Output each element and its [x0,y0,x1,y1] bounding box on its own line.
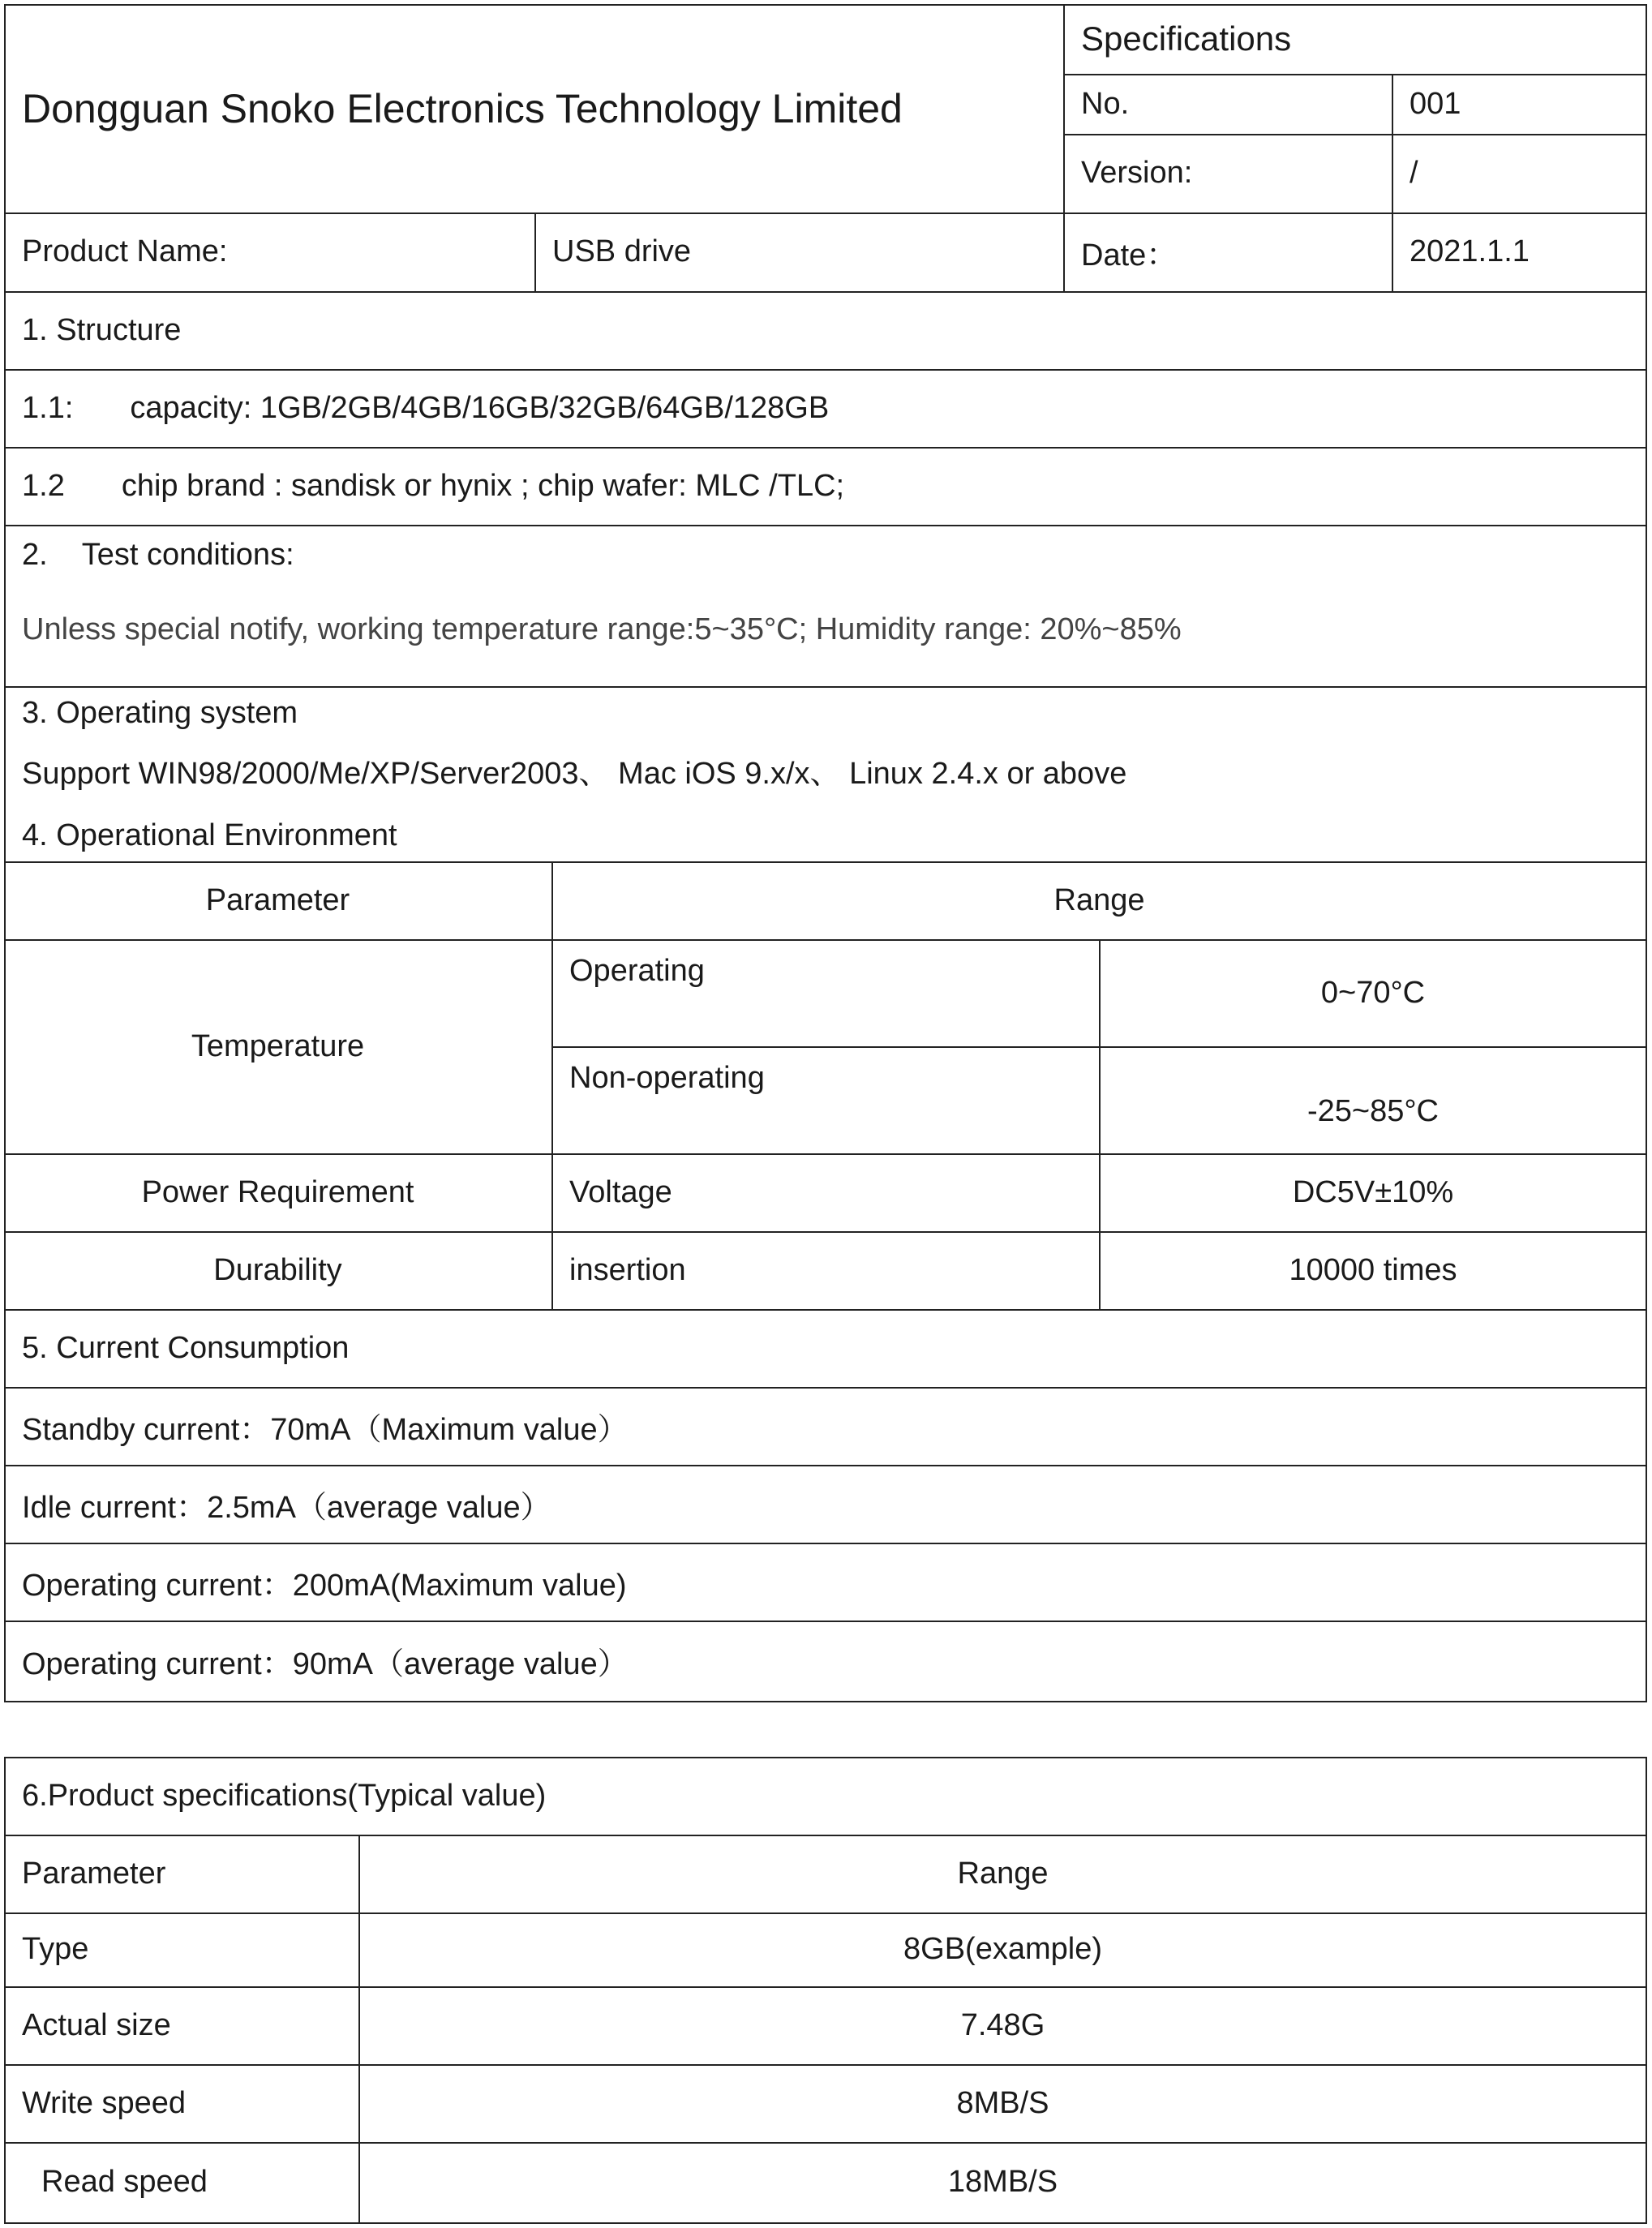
doc-number-value: 001 [1392,74,1647,135]
structure-item-2: 1.2 chip brand : sandisk or hynix ; chip wafer: MLC /TLC; [4,447,1647,526]
env-operating-value: 0~70°C [1099,939,1647,1048]
table-row-param: Actual size [4,1986,360,2066]
current-standby: Standby current：70mA（Maximum value） [4,1387,1647,1466]
doc-number-label: No. [1063,74,1393,135]
company-name: Dongguan Snoko Electronics Technology Limited [4,4,1065,214]
environment-title: 4. Operational Environment [4,809,1647,863]
env-voltage-value: DC5V±10% [1099,1153,1647,1233]
test-conditions-title: 2. Test conditions: [22,538,294,572]
current-idle: Idle current：2.5mA（average value） [4,1465,1647,1544]
env-power: Power Requirement [4,1153,553,1233]
operating-system-title: 3. Operating system [22,696,298,730]
product-name-label: Product Name: [4,212,536,293]
env-temperature: Temperature [4,939,553,1155]
date-value: 2021.1.1 [1392,212,1647,293]
date-label: Date： [1063,212,1393,293]
current-operating-avg: Operating current：90mA（average value） [22,1647,629,1681]
env-non-operating-value: -25~85°C [1099,1046,1647,1155]
table-row-value: 7.48G [358,1986,1647,2066]
table-row-value: 8MB/S [358,2064,1647,2144]
env-header-range: Range [551,861,1647,941]
table-row-param: Type [4,1912,360,1988]
env-durability: Durability [4,1231,553,1311]
table-row-value: 18MB/S [947,2165,1058,2199]
structure-item-1: 1.1: capacity: 1GB/2GB/4GB/16GB/32GB/64GB/128GB [4,369,1647,449]
env-insertion-value: 10000 times [1099,1231,1647,1311]
env-non-operating-label: Non-operating [551,1046,1101,1155]
current-operating-max: Operating current：200mA(Maximum value) [4,1543,1647,1622]
product-spec-header-range: Range [358,1835,1647,1914]
test-conditions-section [4,525,1647,688]
env-voltage-label: Voltage [551,1153,1101,1233]
env-insertion-label: insertion [551,1231,1101,1311]
table-row-value: 8GB(example) [358,1912,1647,1988]
version-label: Version: [1063,134,1393,214]
operating-system-text: Support WIN98/2000/Me/XP/Server2003、 Mac iOS 9.x/x、 Linux 2.4.x or above [22,757,1127,791]
product-spec-header-parameter: Parameter [4,1835,360,1914]
test-conditions-text: Unless special notify, working temperature range:5~35°C; Humidity range: 20%~85% [22,612,1182,646]
current-title: 5. Current Consumption [4,1309,1647,1389]
product-spec-title: 6.Product specifications(Typical value) [4,1757,1647,1836]
table-row-param: Read speed [4,2142,360,2222]
product-name-value: USB drive [534,212,1065,293]
table-row-param: Write speed [4,2064,360,2144]
env-header-parameter: Parameter [4,861,553,941]
structure-title: 1. Structure [4,291,1647,371]
spec-title: Specifications [1063,4,1647,75]
env-operating-label: Operating [551,939,1101,1048]
version-value: / [1392,134,1647,214]
